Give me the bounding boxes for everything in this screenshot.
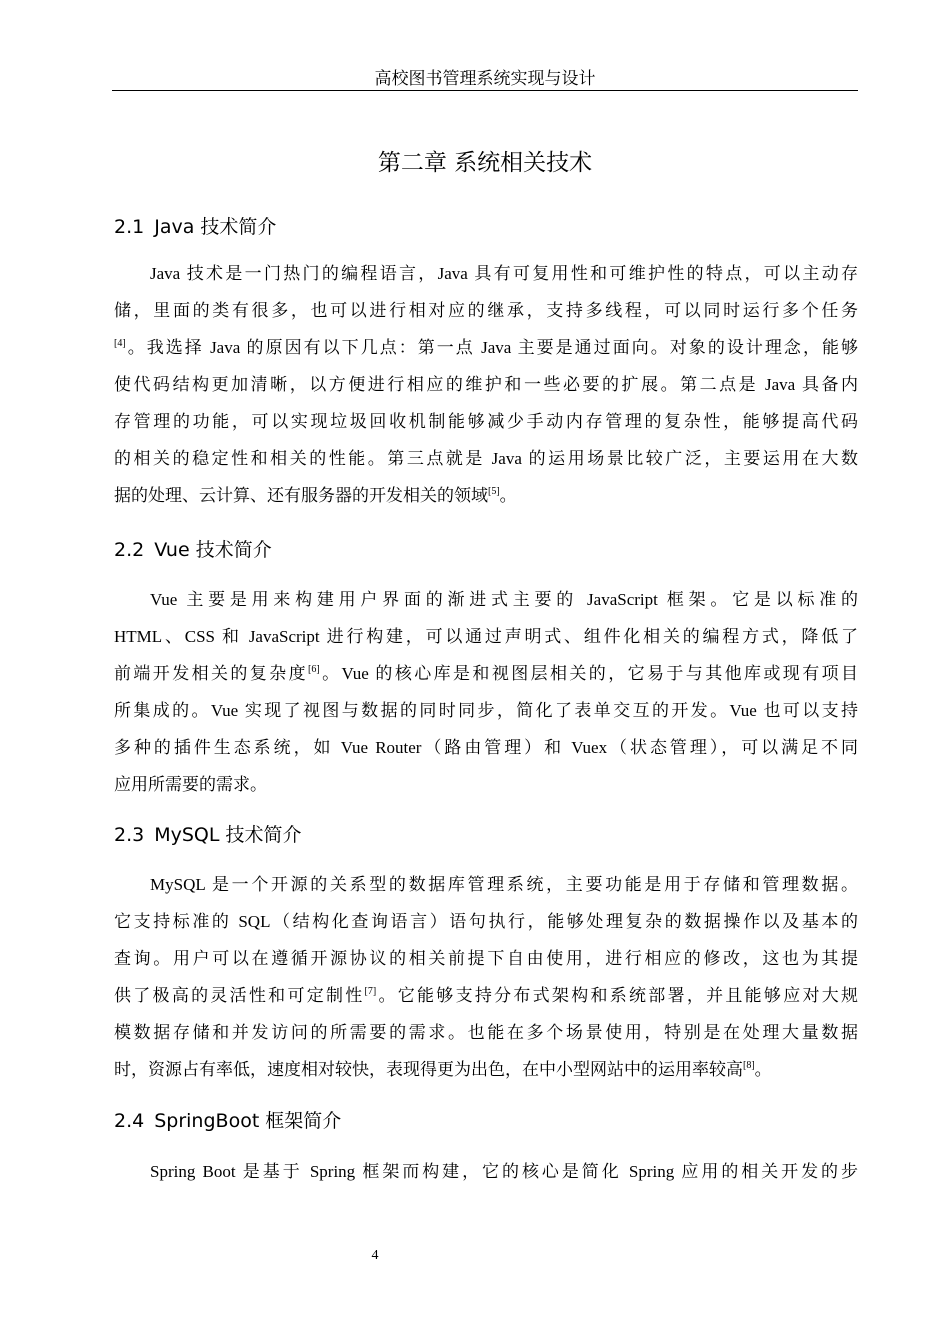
text-line: HTML、CSS 和 JavaScript 进行构建，可以通过声明式、组件化相关的编程方式，降低了	[114, 627, 858, 646]
section-title: SpringBoot 框架简介	[154, 1110, 342, 1132]
chapter-title: 第二章 系统相关技术	[377, 150, 593, 176]
text-line: 所集成的。Vue 实现了视图与数据的同时同步，简化了表单交互的开发。Vue 也可以支持	[114, 701, 858, 720]
paragraph-springboot	[114, 1157, 858, 1194]
text-line: 多种的插件生态系统，如 Vue Router（路由管理）和 Vuex（状态管理），可以满足不同	[114, 738, 858, 757]
text-line: 据的处理、云计算、还有服务器的开发相关的领域[5]。	[114, 486, 517, 505]
text-line: 查询。用户可以在遵循开源协议的相关前提下自由使用，进行相应的修改，这也为其提	[114, 949, 858, 968]
section-heading-2-4	[114, 1108, 341, 1134]
text-line: [4]。我选择 Java 的原因有以下几点：第一点 Java 主要是通过面向。对象的设计理念，能够	[114, 338, 858, 357]
text-line: 它支持标准的 SQL（结构化查询语言）语句执行，能够处理复杂的数据操作以及基本的	[114, 912, 858, 931]
citation: [7]	[364, 986, 377, 997]
text-line: 时，资源占有率低，速度相对较快，表现得更为出色，在中小型网站中的运用率较高[8]。	[114, 1060, 772, 1079]
text-line: MySQL 是一个开源的关系型的数据库管理系统，主要功能是用于存储和管理数据。	[150, 875, 858, 894]
text-line: 的相关的稳定性和相关的性能。第三点就是 Java 的运用场景比较广泛，主要运用在大数	[114, 449, 858, 468]
section-title: Java 技术简介	[154, 216, 277, 238]
section-number: 2.3	[114, 824, 145, 846]
section-heading-2-1	[114, 214, 276, 240]
paragraph-java	[114, 259, 858, 518]
text-line: 使代码结构更加清晰，以方便进行相应的维护和一些必要的扩展。第二点是 Java 具备内	[114, 375, 858, 394]
citation: [8]	[743, 1060, 755, 1071]
text-line: 供了极高的灵活性和可定制性[7]。它能够支持分布式架构和系统部署，并且能够应对大规	[114, 986, 859, 1005]
citation: [6]	[308, 664, 320, 675]
text-line: 模数据存储和并发访问的所需要的需求。也能在多个场景使用，特别是在处理大量数据	[114, 1023, 858, 1042]
section-number: 2.4	[114, 1110, 145, 1132]
text-line: Vue 主要是用来构建用户界面的渐进式主要的 JavaScript 框架。它是以标准的	[150, 590, 858, 609]
running-header: 高校图书管理系统实现与设计	[374, 69, 596, 88]
section-heading-2-2	[114, 537, 272, 563]
citation: [5]	[488, 486, 500, 497]
section-number: 2.1	[114, 216, 145, 238]
text-line: 前端开发相关的复杂度[6]。Vue 的核心库是和视图层相关的，它易于与其他库或现有项目	[114, 664, 858, 683]
text-line: 存管理的功能，可以实现垃圾回收机制能够减少手动内存管理的复杂性，能够提高代码	[114, 412, 858, 431]
text-line: 应用所需要的需求。	[114, 775, 267, 794]
citation: [4]	[114, 338, 126, 349]
text-line: Java 技术是一门热门的编程语言，Java 具有可复用性和可维护性的特点，可以主动存	[150, 264, 858, 283]
paragraph-mysql	[114, 870, 858, 1092]
page-number: 4	[371, 1248, 379, 1263]
section-number: 2.2	[114, 539, 145, 561]
text-line: Spring Boot 是基于 Spring 框架而构建，它的核心是简化 Spring 应用的相关开发的步	[150, 1162, 858, 1181]
section-heading-2-3	[114, 822, 302, 848]
section-title: MySQL 技术简介	[154, 824, 302, 846]
section-title: Vue 技术简介	[154, 539, 272, 561]
header-divider	[112, 90, 858, 91]
paragraph-vue	[114, 585, 858, 807]
text-line: 储，里面的类有很多，也可以进行相对应的继承，支持多线程，可以同时运行多个任务	[114, 301, 858, 320]
